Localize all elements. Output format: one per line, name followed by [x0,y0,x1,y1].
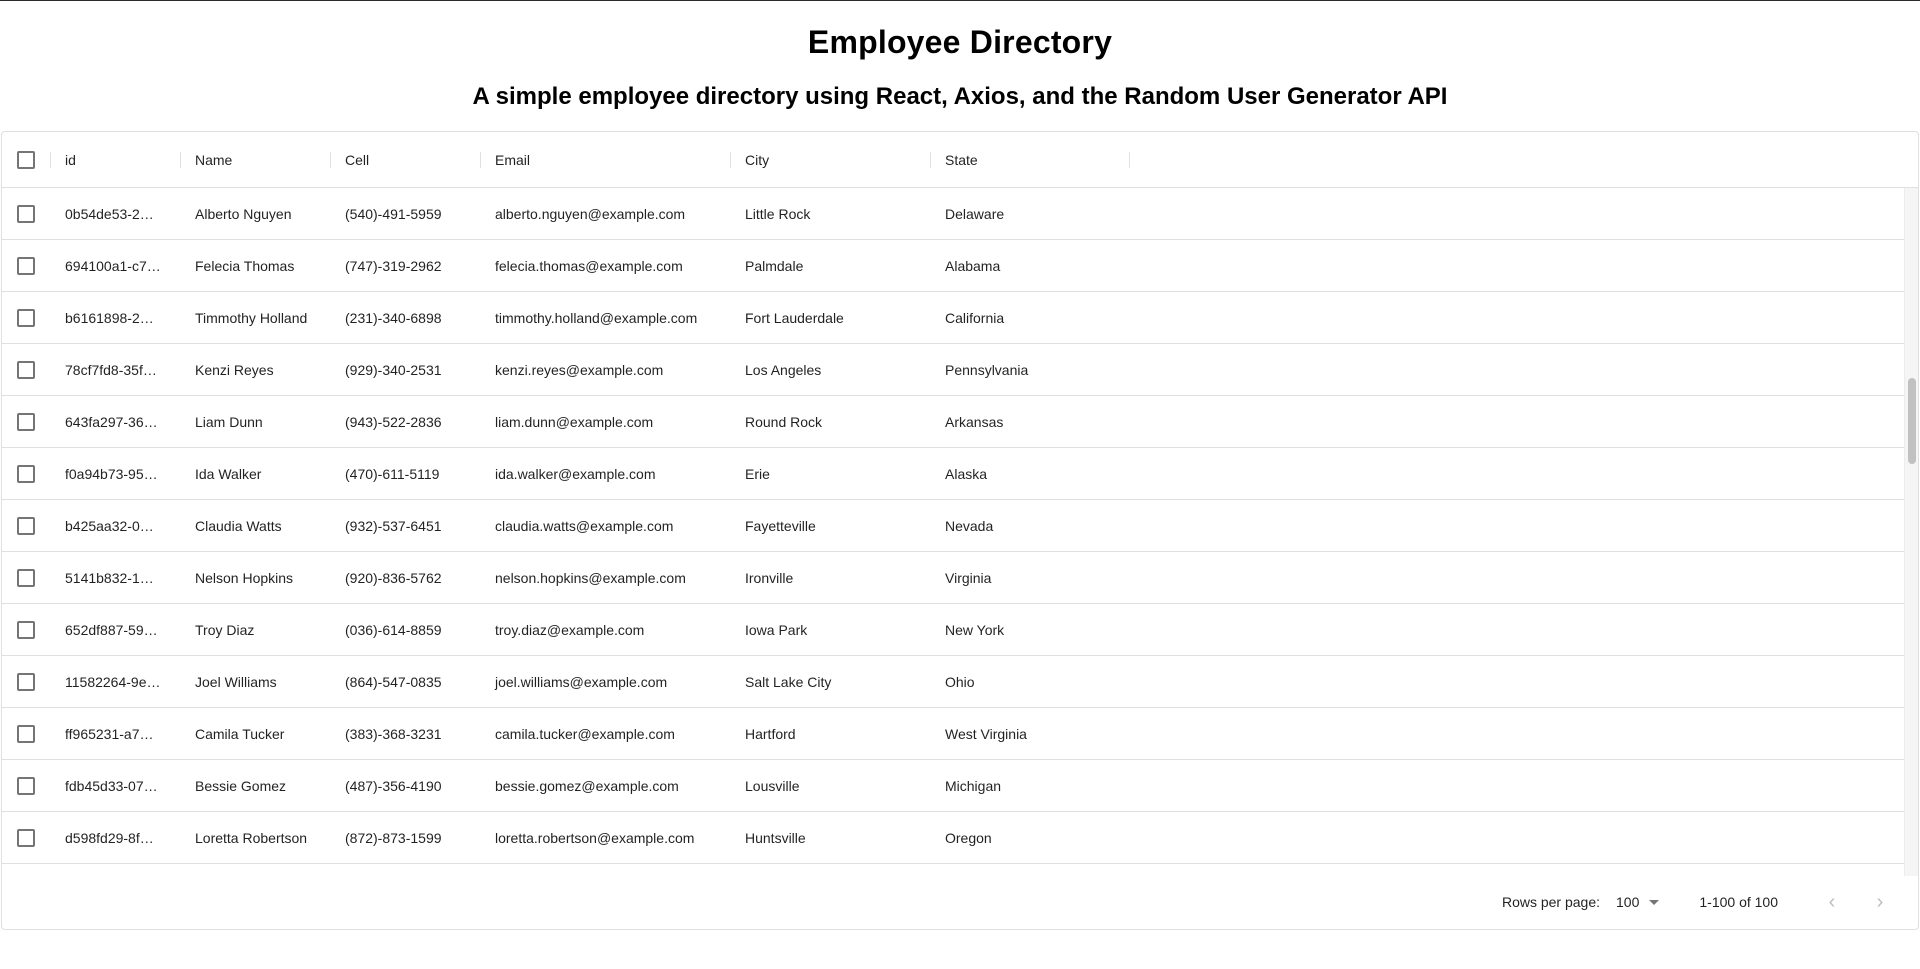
row-checkbox[interactable] [17,517,35,535]
row-email: timmothy.holland@example.com [495,309,698,326]
select-all-cell [2,132,50,187]
row-cell-phone: (932)-537-6451 [345,517,442,534]
rows-per-page-select[interactable] [1616,894,1659,910]
rows-per-page-value: 100 [1616,894,1640,910]
row-checkbox[interactable] [17,777,35,795]
row-cell-phone: (929)-340-2531 [345,361,442,378]
row-cell-phone: (540)-491-5959 [345,205,442,222]
row-cell-phone: (487)-356-4190 [345,777,442,794]
row-id: d598fd29-8f… [65,829,154,846]
row-id: b6161898-2… [65,309,154,326]
table-row[interactable] [2,396,1918,448]
column-header-label: id [65,151,76,168]
row-select-cell [2,465,50,483]
scrollbar-thumb[interactable] [1908,378,1916,464]
row-select-cell [2,829,50,847]
row-email: bessie.gomez@example.com [495,777,679,794]
column-header-label: State [945,151,978,168]
employee-data-grid [1,131,1919,930]
row-select-cell [2,621,50,639]
column-header-name[interactable] [180,132,330,188]
row-select-cell [2,569,50,587]
row-checkbox[interactable] [17,257,35,275]
previous-page-button[interactable] [1808,882,1856,922]
table-row[interactable] [2,812,1918,864]
row-state: Pennsylvania [945,361,1029,378]
grid-header [2,132,1918,188]
table-row[interactable] [2,500,1918,552]
row-state: Ohio [945,673,975,690]
grid-footer [2,875,1918,929]
table-row[interactable] [2,604,1918,656]
row-select-cell [2,205,50,223]
row-city: Ironville [745,569,794,586]
next-page-button[interactable] [1856,882,1904,922]
row-select-cell [2,361,50,379]
row-select-cell [2,257,50,275]
row-cell-phone: (036)-614-8859 [345,621,442,638]
row-checkbox[interactable] [17,673,35,691]
table-row[interactable] [2,448,1918,500]
row-id: ff965231-a7… [65,725,154,742]
row-city: Little Rock [745,205,811,222]
table-row[interactable] [2,240,1918,292]
row-city: Fort Lauderdale [745,309,844,326]
column-separator[interactable] [50,152,51,168]
row-state: Alaska [945,465,988,482]
column-header-cell[interactable] [330,132,480,188]
row-state: West Virginia [945,725,1027,742]
table-row[interactable] [2,344,1918,396]
row-select-cell [2,673,50,691]
row-email: felecia.thomas@example.com [495,257,683,274]
row-checkbox[interactable] [17,569,35,587]
row-name: Claudia Watts [195,517,282,534]
column-separator[interactable] [1129,152,1130,168]
table-row[interactable] [2,292,1918,344]
column-separator[interactable] [730,152,731,168]
row-checkbox[interactable] [17,725,35,743]
row-city: Iowa Park [745,621,808,638]
row-state: Alabama [945,257,1001,274]
row-city: Salt Lake City [745,673,832,690]
row-city: Fayetteville [745,517,816,534]
row-state: Delaware [945,205,1005,222]
row-state: New York [945,621,1005,638]
row-checkbox[interactable] [17,621,35,639]
row-select-cell [2,777,50,795]
column-separator[interactable] [180,152,181,168]
column-header-label: Email [495,151,531,168]
vertical-scrollbar[interactable] [1904,188,1918,876]
row-name: Ida Walker [195,465,262,482]
row-city: Palmdale [745,257,804,274]
row-id: 652df887-59… [65,621,158,638]
row-city: Round Rock [745,413,823,430]
column-header-id[interactable] [50,132,180,188]
row-checkbox[interactable] [17,205,35,223]
row-cell-phone: (383)-368-3231 [345,725,442,742]
row-state: Oregon [945,829,992,846]
row-select-cell [2,517,50,535]
row-cell-phone: (864)-547-0835 [345,673,442,690]
table-row[interactable] [2,552,1918,604]
column-header-label: Cell [345,151,370,168]
column-header-city[interactable] [730,132,930,188]
row-name: Camila Tucker [195,725,285,742]
select-all-checkbox[interactable] [17,151,35,169]
row-city: Lousville [745,777,800,794]
row-checkbox[interactable] [17,309,35,327]
row-name: Nelson Hopkins [195,569,294,586]
row-id: fdb45d33-07… [65,777,158,794]
row-id: 5141b832-1… [65,569,154,586]
row-name: Timmothy Holland [195,309,308,326]
page-subtitle: A simple employee directory using React, Axios, and the Random User Generator API [472,83,1448,110]
row-email: alberto.nguyen@example.com [495,205,686,222]
row-name: Loretta Robertson [195,829,308,846]
row-email: claudia.watts@example.com [495,517,674,534]
row-checkbox[interactable] [17,361,35,379]
pagination-range: 1-100 of 100 [1699,894,1778,910]
row-state: Virginia [945,569,992,586]
row-city: Los Angeles [745,361,822,378]
column-separator[interactable] [930,152,931,168]
row-checkbox[interactable] [17,829,35,847]
table-row[interactable] [2,656,1918,708]
grid-rows [2,188,1918,876]
row-email: joel.williams@example.com [495,673,668,690]
row-id: 0b54de53-2… [65,205,154,222]
row-name: Troy Diaz [195,621,255,638]
row-city: Huntsville [745,829,806,846]
row-select-cell [2,309,50,327]
row-cell-phone: (943)-522-2836 [345,413,442,430]
row-name: Alberto Nguyen [195,205,292,222]
row-name: Joel Williams [195,673,277,690]
row-id: 643fa297-36… [65,413,158,430]
table-row[interactable] [2,188,1918,240]
row-id: 694100a1-c7… [65,257,161,274]
chevron-left-icon: ‹ [1828,890,1836,913]
row-id: f0a94b73-95… [65,465,158,482]
column-header-label: City [745,151,770,168]
row-id: b425aa32-0… [65,517,154,534]
dropdown-arrow-icon [1649,900,1659,905]
table-row[interactable] [2,760,1918,812]
row-email: nelson.hopkins@example.com [495,569,686,586]
row-checkbox[interactable] [17,413,35,431]
row-email: troy.diaz@example.com [495,621,645,638]
column-header-label: Name [195,151,233,168]
row-state: Arkansas [945,413,1004,430]
row-name: Felecia Thomas [195,257,295,274]
row-cell-phone: (231)-340-6898 [345,309,442,326]
row-id: 11582264-9e… [65,673,161,690]
row-cell-phone: (920)-836-5762 [345,569,442,586]
row-cell-phone: (872)-873-1599 [345,829,442,846]
row-name: Bessie Gomez [195,777,287,794]
row-checkbox[interactable] [17,465,35,483]
column-header-state[interactable] [930,132,1130,188]
row-state: Michigan [945,777,1002,794]
row-select-cell [2,413,50,431]
row-email: liam.dunn@example.com [495,413,654,430]
row-state: California [945,309,1005,326]
row-state: Nevada [945,517,994,534]
row-select-cell [2,725,50,743]
row-cell-phone: (747)-319-2962 [345,257,442,274]
row-email: ida.walker@example.com [495,465,656,482]
column-separator[interactable] [330,152,331,168]
row-email: kenzi.reyes@example.com [495,361,664,378]
row-name: Kenzi Reyes [195,361,274,378]
page-title: Employee Directory [807,24,1113,60]
chevron-right-icon: › [1876,890,1884,913]
row-city: Erie [745,465,770,482]
column-header-email[interactable] [480,132,730,188]
rows-per-page-label: Rows per page: [1501,894,1601,910]
row-email: camila.tucker@example.com [495,725,675,742]
row-name: Liam Dunn [195,413,263,430]
table-row[interactable] [2,708,1918,760]
row-email: loretta.robertson@example.com [495,829,695,846]
row-city: Hartford [745,725,796,742]
column-separator[interactable] [480,152,481,168]
row-cell-phone: (470)-611-5119 [345,465,440,482]
row-id: 78cf7fd8-35f… [65,361,157,378]
